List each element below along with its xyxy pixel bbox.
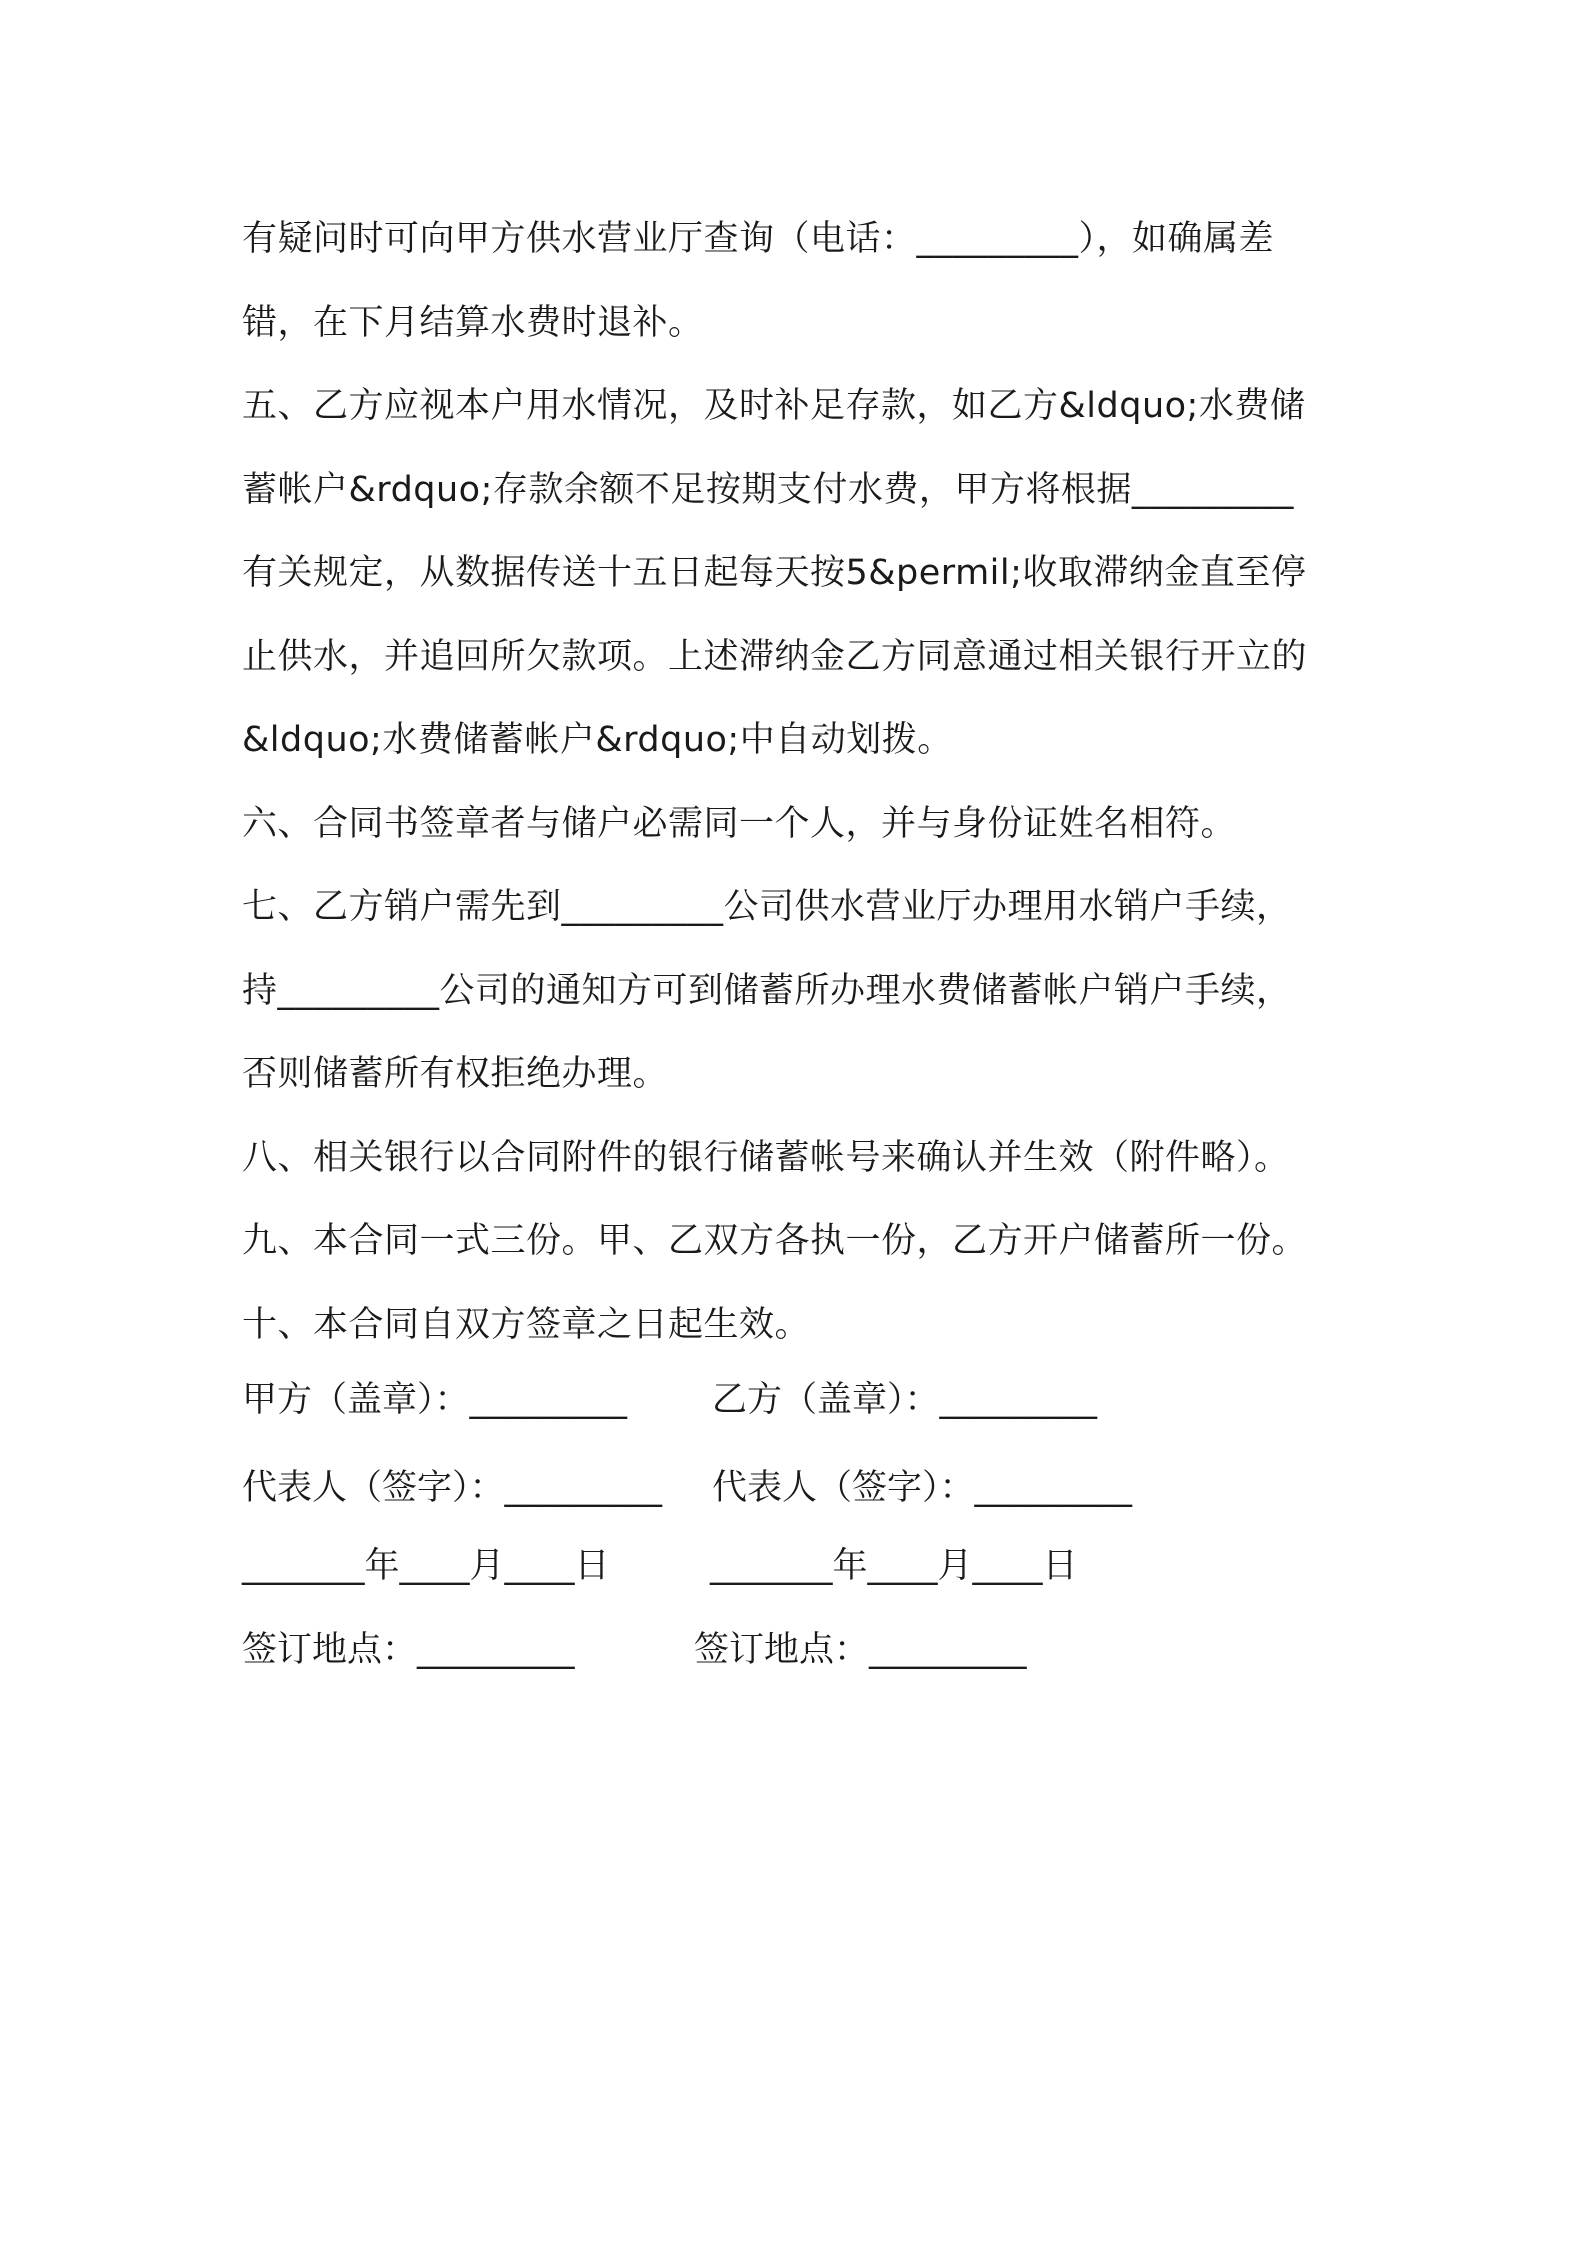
representative-row [242, 1458, 1362, 1518]
party-a-seal: 甲方（盖章）：_________ [242, 1380, 628, 1420]
paragraph-line: 持_________公司的通知方可到储蓄所办理水费储蓄帐户销户手续， [242, 970, 1292, 1011]
party-a-date: _______年____月____日 [242, 1546, 610, 1586]
paragraph-line: 五、乙方应视本户用水情况，及时补足存款，如乙方&ldquo;水费储 [242, 386, 1306, 426]
party-b-seal: 乙方（盖章）：_________ [712, 1380, 1098, 1420]
paragraph-line: 蓄帐户&rdquo;存款余额不足按期支付水费，甲方将根据_________ [242, 469, 1294, 510]
signing-place-row [242, 1620, 1362, 1680]
paragraph-line: 六、合同书签章者与储户必需同一个人，并与身份证姓名相符。 [242, 803, 1237, 844]
paragraph-line: 十、本合同自双方签章之日起生效。 [242, 1304, 811, 1345]
seal-row [242, 1370, 1362, 1430]
party-b-signing-place: 签订地点：_________ [694, 1630, 1027, 1670]
date-row [242, 1536, 1362, 1596]
paragraph-line: 错，在下月结算水费时退补。 [242, 302, 704, 343]
paragraph-line: 止供水，并追回所欠款项。上述滞纳金乙方同意通过相关银行开立的 [242, 636, 1308, 677]
contract-body [242, 198, 1362, 1367]
paragraph-line: 有疑问时可向甲方供水营业厅查询（电话：_________），如确属差 [242, 219, 1275, 259]
paragraph-line: 否则储蓄所有权拒绝办理。 [242, 1054, 669, 1094]
paragraph-line: 九、本合同一式三份。甲、乙双方各执一份，乙方开户储蓄所一份。 [242, 1221, 1308, 1261]
party-b-representative: 代表人（签字）：_________ [712, 1468, 1133, 1508]
party-b-date: _______年____月____日 [710, 1546, 1078, 1586]
paragraph-line: 八、相关银行以合同附件的银行储蓄帐号来确认并生效（附件略）。 [242, 1137, 1290, 1178]
paragraph-line: 有关规定，从数据传送十五日起每天按5&permil;收取滞纳金直至停 [242, 553, 1307, 593]
paragraph-line: &ldquo;水费储蓄帐户&rdquo;中自动划拨。 [242, 720, 953, 760]
party-a-representative: 代表人（签字）：_________ [242, 1468, 663, 1508]
paragraph-line: 七、乙方销户需先到_________公司供水营业厅办理用水销户手续， [242, 887, 1292, 927]
party-a-signing-place: 签订地点：_________ [242, 1630, 575, 1670]
